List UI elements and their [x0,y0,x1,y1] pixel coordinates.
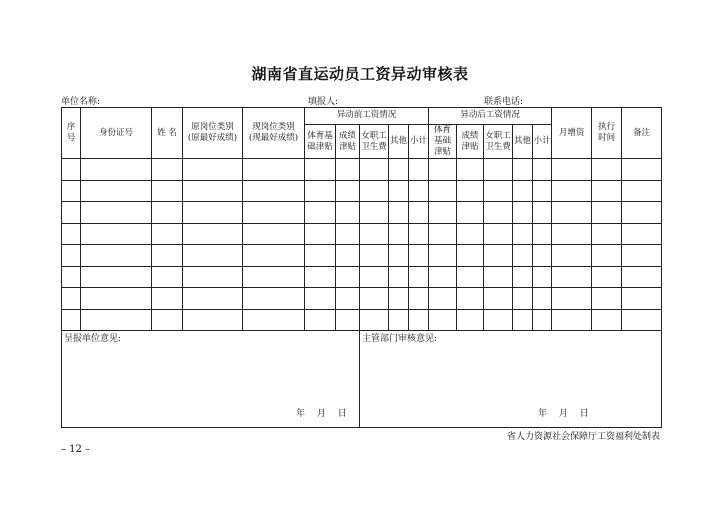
audit-form-table [61,107,662,428]
table-cell[interactable] [305,159,336,181]
opinion-row [62,331,662,428]
header-after-sports-allowance: 体育基础津贴 [429,125,457,159]
table-cell[interactable] [457,202,484,224]
table-cell[interactable] [305,245,336,267]
table-cell[interactable] [457,180,484,202]
table-cell[interactable] [389,309,409,331]
header-remarks: 备注 [622,108,662,159]
header-curr-post [243,108,305,159]
table-cell[interactable] [513,288,533,310]
header-monthly-increase: 月增资 [552,108,592,159]
table-cell[interactable] [360,266,389,288]
table-cell[interactable] [336,159,360,181]
header-after-female-hygiene: 女职工卫生费 [484,125,513,159]
table-cell[interactable] [81,180,152,202]
table-cell[interactable] [622,180,662,202]
table-cell[interactable] [81,223,152,245]
reporting-unit-opinion-cell[interactable] [62,331,360,428]
table-cell[interactable] [183,159,243,181]
table-cell[interactable] [622,223,662,245]
table-cell[interactable] [62,159,81,181]
table-cell[interactable] [360,223,389,245]
table-cell[interactable] [592,309,622,331]
table-cell[interactable] [360,309,389,331]
header-exec-time: 执行时间 [592,108,622,159]
table-cell[interactable] [152,180,183,202]
header-orig-post-line2: (原最好成绩) [187,133,238,144]
table-cell[interactable] [62,180,81,202]
table-cell[interactable] [243,223,305,245]
table-cell[interactable] [152,202,183,224]
supervising-dept-date: 年 月 日 [538,409,589,420]
table-cell[interactable] [183,288,243,310]
table-cell[interactable] [389,245,409,267]
table-cell[interactable] [429,159,457,181]
table-cell[interactable] [552,202,592,224]
table-cell[interactable] [429,202,457,224]
table-cell[interactable] [305,309,336,331]
table-cell[interactable] [533,159,552,181]
table-cell[interactable] [81,202,152,224]
table-cell[interactable] [183,202,243,224]
table-cell[interactable] [429,288,457,310]
table-cell[interactable] [622,202,662,224]
header-before-other: 其他 [389,125,409,159]
table-cell[interactable] [360,288,389,310]
table-row [62,266,662,288]
table-cell[interactable] [552,159,592,181]
unit-name-label: 单位名称: [61,97,101,107]
table-cell[interactable] [62,245,81,267]
supervising-dept-opinion-cell[interactable] [360,331,662,428]
table-cell[interactable] [457,266,484,288]
table-cell[interactable] [183,245,243,267]
header-after-group: 异动后工资情况 [429,108,552,125]
table-cell[interactable] [533,288,552,310]
header-curr-post-line1: 现岗位类别 [252,122,295,133]
table-cell[interactable] [513,266,533,288]
table-cell[interactable] [552,180,592,202]
table-cell[interactable] [513,180,533,202]
table-cell[interactable] [389,180,409,202]
table-cell[interactable] [457,159,484,181]
table-cell[interactable] [305,202,336,224]
table-cell[interactable] [622,288,662,310]
table-cell[interactable] [62,266,81,288]
table-cell[interactable] [243,159,305,181]
table-cell[interactable] [409,245,429,267]
table-cell[interactable] [457,245,484,267]
issuer-note: 省人力资源社会保障厅工资福利处制表 [506,432,660,442]
header-before-sports-allowance: 体育基础津贴 [305,125,336,159]
table-cell[interactable] [484,223,513,245]
table-cell[interactable] [360,180,389,202]
table-cell[interactable] [592,223,622,245]
table-cell[interactable] [429,309,457,331]
table-cell[interactable] [336,266,360,288]
table-cell[interactable] [360,159,389,181]
table-row [62,288,662,310]
table-cell[interactable] [409,159,429,181]
table-cell[interactable] [484,266,513,288]
table-cell[interactable] [513,223,533,245]
page-number: – 12 – [61,444,91,455]
phone-label: 联系电话: [484,97,524,107]
table-cell[interactable] [152,223,183,245]
table-cell[interactable] [592,202,622,224]
table-cell[interactable] [409,266,429,288]
table-cell[interactable] [409,180,429,202]
table-cell[interactable] [622,245,662,267]
header-before-subtotal: 小计 [409,125,429,159]
table-cell[interactable] [336,180,360,202]
header-orig-post [183,108,243,159]
table-cell[interactable] [81,245,152,267]
table-cell[interactable] [336,223,360,245]
table-cell[interactable] [243,266,305,288]
table-cell[interactable] [336,288,360,310]
table-cell[interactable] [484,202,513,224]
table-cell[interactable] [243,202,305,224]
table-cell[interactable] [62,202,81,224]
table-cell[interactable] [62,309,81,331]
table-cell[interactable] [457,309,484,331]
header-before-female-hygiene: 女职工卫生费 [360,125,389,159]
table-cell[interactable] [622,266,662,288]
table-cell[interactable] [429,245,457,267]
table-cell[interactable] [81,309,152,331]
table-cell[interactable] [484,288,513,310]
table-cell[interactable] [81,288,152,310]
table-cell[interactable] [592,245,622,267]
table-cell[interactable] [62,288,81,310]
table-cell[interactable] [484,180,513,202]
header-after-result-allowance: 成绩津贴 [457,125,484,159]
header-before-group: 异动前工资情况 [305,108,429,125]
table-cell[interactable] [389,223,409,245]
data-rows [62,159,662,331]
table-cell[interactable] [513,202,533,224]
table-cell[interactable] [592,159,622,181]
reporting-unit-opinion-label: 呈报单位意见: [64,334,122,345]
table-cell[interactable] [409,309,429,331]
table-cell[interactable] [533,309,552,331]
header-row-1 [62,108,662,125]
table-cell[interactable] [552,223,592,245]
table-cell[interactable] [389,202,409,224]
table-cell[interactable] [513,245,533,267]
table-cell[interactable] [243,245,305,267]
table-cell[interactable] [183,223,243,245]
table-row [62,180,662,202]
table-cell[interactable] [243,288,305,310]
header-after-other: 其他 [513,125,533,159]
table-cell[interactable] [183,180,243,202]
table-cell[interactable] [533,202,552,224]
header-curr-post-line2: (现最好成绩) [248,133,299,144]
table-cell[interactable] [305,288,336,310]
table-row [62,202,662,224]
table-cell[interactable] [81,266,152,288]
table-cell[interactable] [592,180,622,202]
table-cell[interactable] [409,288,429,310]
table-cell[interactable] [409,202,429,224]
table-cell[interactable] [360,202,389,224]
table-cell[interactable] [152,245,183,267]
form-title: 湖南省直运动员工资异动审核表 [251,65,469,83]
table-cell[interactable] [389,159,409,181]
table-cell[interactable] [360,245,389,267]
table-cell[interactable] [513,309,533,331]
table-cell[interactable] [183,266,243,288]
table-cell[interactable] [533,245,552,267]
table-cell[interactable] [429,266,457,288]
table-cell[interactable] [62,223,81,245]
table-cell[interactable] [243,180,305,202]
table-cell[interactable] [592,266,622,288]
table-cell[interactable] [409,223,429,245]
table-cell[interactable] [336,202,360,224]
table-cell[interactable] [552,245,592,267]
reporting-unit-date: 年 月 日 [296,409,347,420]
header-before-result-allowance: 成绩津贴 [336,125,360,159]
table-cell[interactable] [336,309,360,331]
table-cell[interactable] [484,309,513,331]
table-cell[interactable] [484,159,513,181]
table-cell[interactable] [552,266,592,288]
table-cell[interactable] [152,309,183,331]
table-cell[interactable] [243,309,305,331]
header-orig-post-line1: 原岗位类别 [191,122,234,133]
table-cell[interactable] [457,223,484,245]
header-name: 姓 名 [152,108,183,159]
table-cell[interactable] [552,288,592,310]
table-cell[interactable] [533,266,552,288]
table-row [62,309,662,331]
table-cell[interactable] [429,223,457,245]
table-cell[interactable] [622,159,662,181]
header-seq: 序号 [62,108,81,159]
table-cell[interactable] [457,288,484,310]
table-cell[interactable] [305,266,336,288]
table-row [62,245,662,267]
table-cell[interactable] [592,288,622,310]
table-row [62,223,662,245]
table-row [62,159,662,181]
table-cell[interactable] [533,180,552,202]
table-cell[interactable] [81,159,152,181]
header-after-subtotal: 小计 [533,125,552,159]
table-cell[interactable] [552,309,592,331]
header-id-number: 身份证号 [81,108,152,159]
table-cell[interactable] [389,288,409,310]
filler-label: 填报人: [308,97,339,107]
table-cell[interactable] [305,223,336,245]
table-cell[interactable] [183,309,243,331]
table-cell[interactable] [152,159,183,181]
table-cell[interactable] [336,245,360,267]
table-cell[interactable] [389,266,409,288]
supervising-dept-opinion-label: 主管部门审核意见: [362,334,438,345]
table-cell[interactable] [152,288,183,310]
table-cell[interactable] [513,159,533,181]
table-cell[interactable] [533,223,552,245]
table-cell[interactable] [429,180,457,202]
table-cell[interactable] [484,245,513,267]
table-cell[interactable] [152,266,183,288]
table-cell[interactable] [305,180,336,202]
table-cell[interactable] [622,309,662,331]
